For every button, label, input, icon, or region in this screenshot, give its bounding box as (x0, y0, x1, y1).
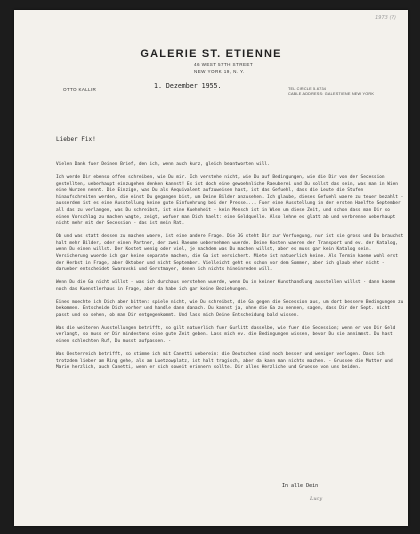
letter-closing: In alle Dein (282, 483, 319, 489)
letter-page (14, 10, 408, 526)
paragraph: Ich werde Dir ebenso offen schreiben, wie Du mir. Ich verstehe nicht, wie Du auf Bedingungen, wie die Dir von der Secession gestellten, ueberhaupt einzugehen denken kannst! Es ist doch eine gewoehnliche Raeuberei und Du sollst das sein, was man in Wien eine Wurzen nennt. Die Einzige, was Du als Aequivalent aufzuweisen hast, ist das Gefuehl, dass die Leute die Stufen hinaufschreiten werden, die einst Du gegangen bist, um Deine Bilder anzusehen. Ich glaube, dieses Gefuehl waere zu teuer bezahlt - ausserdem ist es eine Ausstellung keine gute Einfuehrung bei der Presse.... Fuer eine Ausstellung in der ersten Haelfte September all das zu verlangen, was Du schreibst, ist eine Kuehnheit - kein Mensch ist in Wien um diese Zeit, und schon dass man Dir so einen Vorschlag zu machen wagte, zeigt, wofuer man Dich haelt: eine Geldquelle. Also lehne es glatt ab und verbrenne ueberhaupt nicht mehr mit der Secession - das ist mein Rat. (56, 174, 406, 227)
paragraph: Vielen Dank fuer Deinen Brief, den ich, wenn auch kurz, gleich beantworten will. (56, 162, 270, 167)
paragraph: Ob und was statt dessen zu machen waere, ist eine andere Frage. Die 3G steht Dir zur Verfuegung, nur ist sie gross und Du brauchst halt mehr Bilder, oder einen Partner, der zwei Raeume uebernehmen wuerde. Deine Kosten waeren der Transport und ev. der Katalog, wenn Du einen willst. Der Kostet wenig oder viel, je nachdem was Du machen willst, aber es muss gar kein Katalog sein. Versicherung wuerde ich gar keine separate machen, die Ga ist versichert. Miete ist natuerlich keine. Als Termin kaeme wohl erst der Herbst in Frage, aber Oktober und nicht September. Vielleicht geht es schon vor dem Sommer, aber ich glaub eher nicht - darueber entscheidet Swarovski und Gerstmayer, denen ich nichts hineinreden will. (56, 234, 406, 273)
letterhead-address-street: 46 WEST 57TH STREET (194, 62, 254, 67)
paragraph: Wenn Du die Ga nicht willst - was ich durchaus verstehen wuerde, wenn Du in keiner Kunsthandlung ausstellen willst - dann kaeme noch das Kuenstlerhaus in Frage, aber da habe ich gar keine Beziehungen. (56, 280, 398, 292)
paragraph: Was Oesterreich betrifft, so stimme ich mit Canetti ueberein: die Deutschen sind noch besser und weniger verlogen. Dass ich trotzdem lieber am Ring gehe, als am Luetzowplatz, ist halt tragisch, aber da kann man nichts machen. - Grussee die Mutter und Marie herzlich, auch Canetti, wenn er sich soweit erinnern sollte. Dir alles Herzliche und Gruesse von uns beiden. (56, 352, 396, 371)
letter-salutation: Lieber Fix! (56, 136, 96, 143)
letterhead-gallery-name: GALERIE ST. ETIENNE (140, 48, 282, 60)
paragraph: Was die weiteren Ausstellungen betrifft, so gilt natuerlich fuer Gurlitt dasselbe, wie fuer die Secession; wenn er von Dir Geld verlangt, so muss er Dir mindestens eine gute Zeit geben. Lass mich ev. die Bedingungen wissen, bevor Du sie annimmst. Du hast einen schlechten Ruf, Du musst aufpassen. - (56, 325, 398, 345)
letterhead-address-city: NEW YORK 19, N. Y. (194, 69, 245, 74)
pencil-annotation: 1973 (?) (375, 15, 396, 21)
letterhead-cable-address: CABLE ADDRESS: GALESTIENE NEW YORK (288, 92, 375, 96)
letter-date: 1. Dezember 1955. (154, 82, 222, 90)
letterhead-owner-name: OTTO KALLIR (63, 87, 97, 92)
letterhead-telephone: TEL CIRCLE 5-6734 (288, 87, 327, 91)
signature: Lucy (310, 496, 323, 502)
letter-body (56, 162, 404, 378)
paragraph: Eines moechte ich Dich aber bitten: spiele nicht, wie Du schreibst, die Ga gegen die Secession aus, um dort bessere Bedingungen zu bekommen. Entscheide Dich vorher und handle dann danach. Du kannst ja, ohne die Ga zu nennen, sagen, dass Dir der Sept. nicht passt und so sehen, ob man Dir entgegenkommt. Und lass mich Deine Entscheidung bald wissen. (56, 299, 406, 318)
